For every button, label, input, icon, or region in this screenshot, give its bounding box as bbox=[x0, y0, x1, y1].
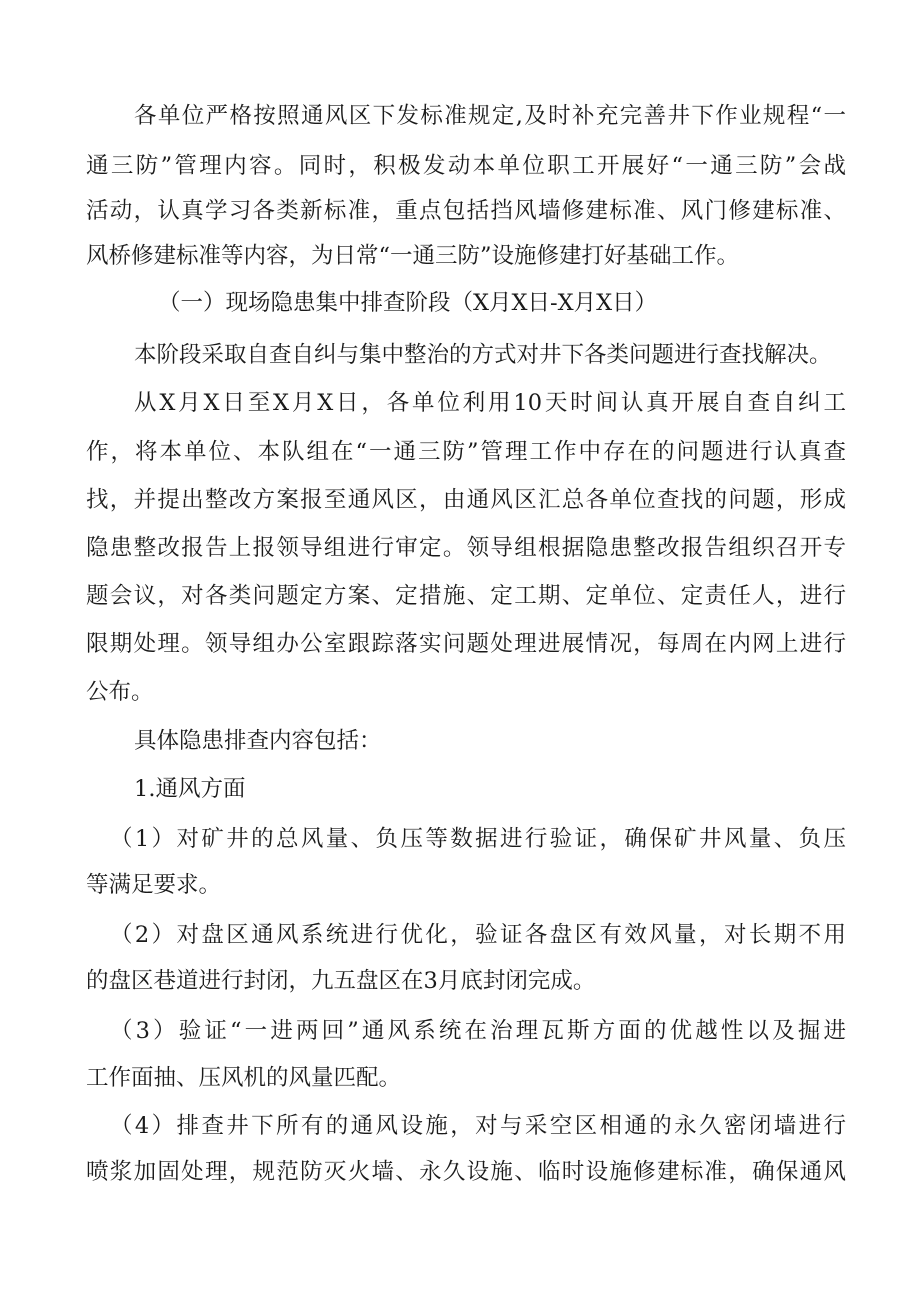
paragraph-3-line-4: 隐患整改报告上报领导组进行审定。领导组根据隐患整改报告组织召开专 bbox=[86, 535, 846, 561]
paragraph-3-line-7: 公布。 bbox=[86, 679, 154, 705]
paragraph-3-line-2: 作，将本单位、本队组在“一通三防”管理工作中存在的问题进行认真查 bbox=[86, 439, 846, 465]
item-4-line-1: （4）排查井下所有的通风设施，对与采空区相通的永久密闭墙进行 bbox=[110, 1113, 846, 1139]
paragraph-3-line-5: 题会议，对各类问题定方案、定措施、定工期、定单位、定责任人，进行 bbox=[86, 583, 846, 609]
item-2-line-2: 的盘区巷道进行封闭，九五盘区在3月底封闭完成。 bbox=[86, 968, 596, 994]
paragraph-1-line-3: 活动，认真学习各类新标准，重点包括挡风墙修建标准、风门修建标准、 bbox=[86, 198, 846, 224]
paragraph-2-line-1: 本阶段采取自查自纠与集中整治的方式对井下各类问题进行查找解决。 bbox=[134, 342, 832, 368]
paragraph-3-line-1: 从X月X日至X月X日，各单位利用10天时间认真开展自查自纠工 bbox=[134, 390, 846, 416]
paragraph-1-line-1: 各单位严格按照通风区下发标准规定,及时补充完善井下作业规程“一 bbox=[134, 103, 846, 129]
paragraph-1-line-2: 通三防”管理内容。同时，积极发动本单位职工开展好“一通三防”会战 bbox=[86, 153, 846, 179]
item-1-line-2: 等满足要求。 bbox=[86, 872, 222, 898]
paragraph-4-line-1: 具体隐患排查内容包括： bbox=[134, 728, 382, 754]
subsection-heading: 1.通风方面 bbox=[134, 776, 246, 802]
item-4-line-2: 喷浆加固处理，规范防灭火墙、永久设施、临时设施修建标准，确保通风 bbox=[86, 1159, 846, 1185]
paragraph-3-line-3: 找，并提出整改方案报至通风区，由通风区汇总各单位查找的问题，形成 bbox=[86, 487, 846, 513]
paragraph-1-line-4: 风桥修建标准等内容，为日常“一通三防”设施修建打好基础工作。 bbox=[86, 243, 740, 269]
item-1-line-1: （1）对矿井的总风量、负压等数据进行验证，确保矿井风量、负压 bbox=[110, 826, 846, 852]
item-3-line-2: 工作面抽、压风机的风量匹配。 bbox=[86, 1065, 402, 1091]
section-heading: （一）现场隐患集中排查阶段（X月X日-X月X日） bbox=[158, 290, 658, 316]
item-2-line-1: （2）对盘区通风系统进行优化，验证各盘区有效风量，对长期不用 bbox=[110, 922, 846, 948]
paragraph-3-line-6: 限期处理。领导组办公室跟踪落实问题处理进展情况，每周在内网上进行 bbox=[86, 631, 846, 657]
item-3-line-1: （3）验证“一进两回”通风系统在治理瓦斯方面的优越性以及掘进 bbox=[110, 1018, 846, 1044]
